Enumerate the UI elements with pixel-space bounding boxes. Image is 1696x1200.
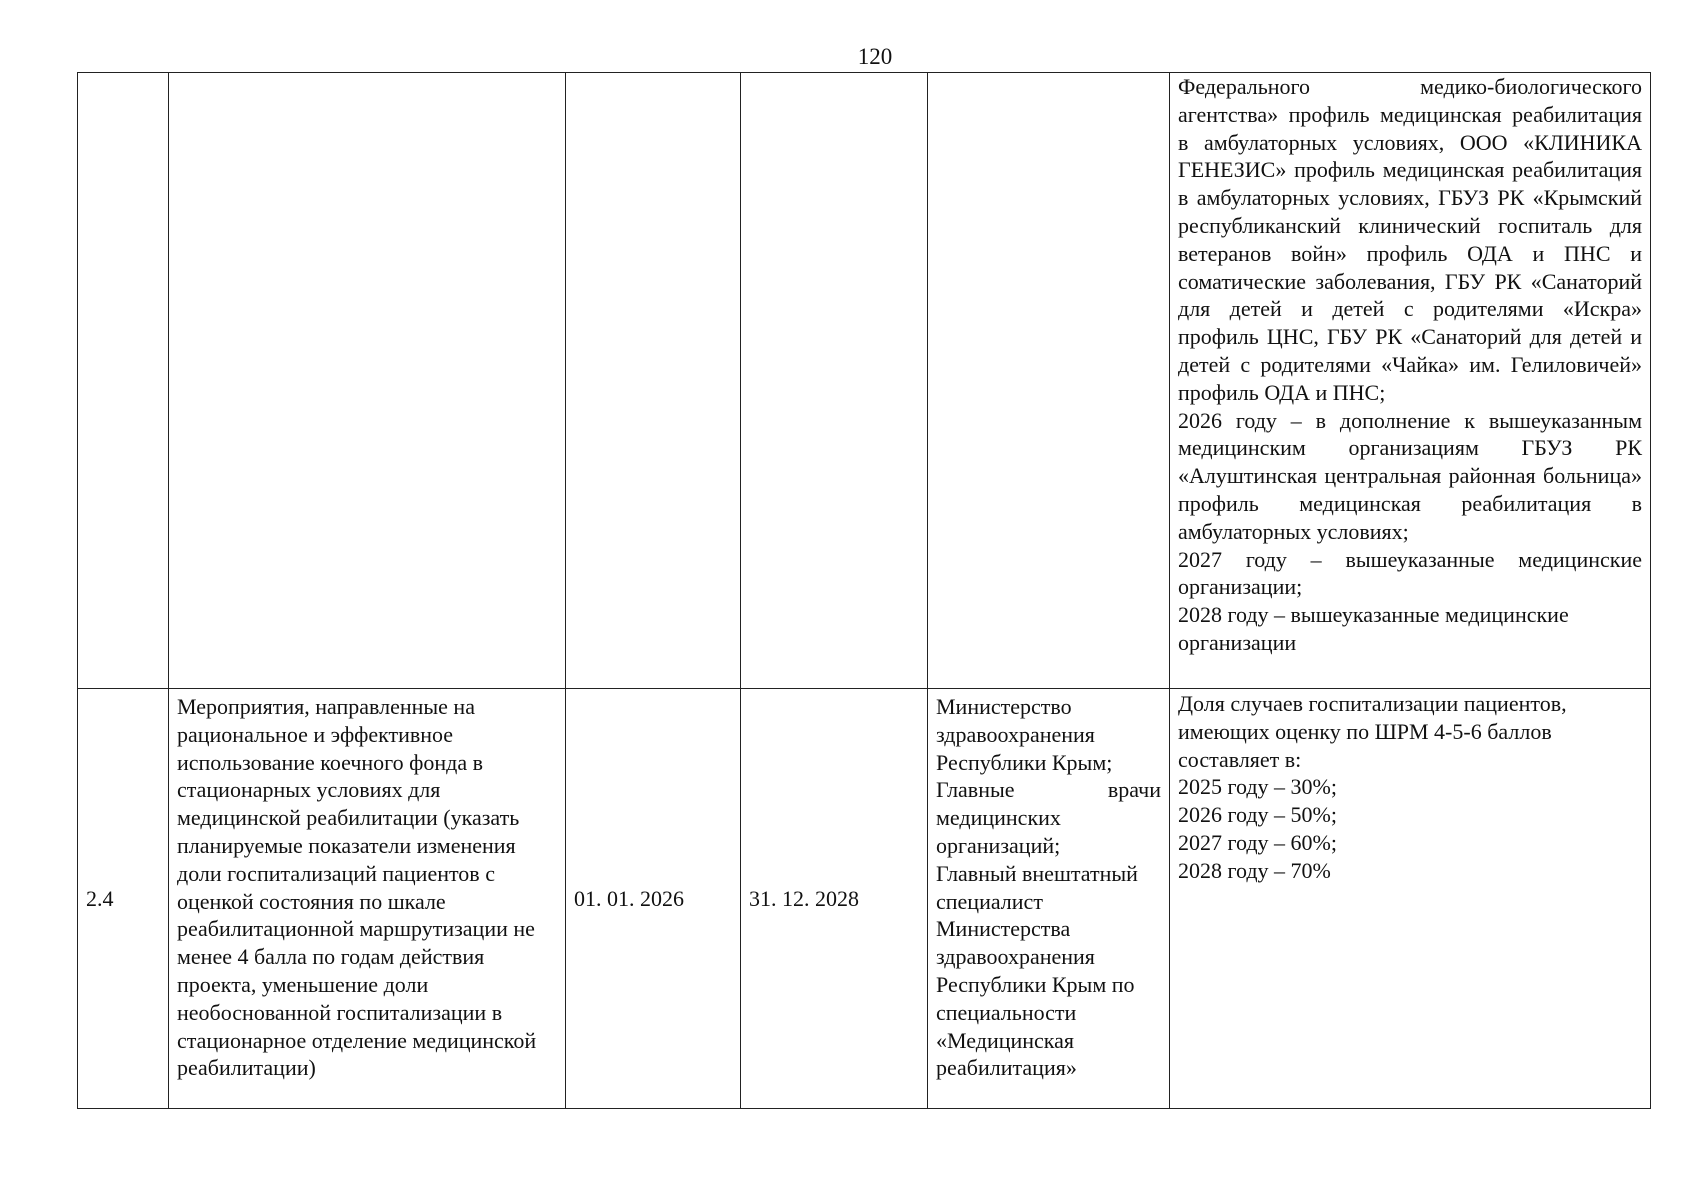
plan-table [77,72,1651,1109]
table-row [78,73,1651,689]
result-intro: Доля случаев госпитализации пациентов, имеющих оценку по ШРМ 4-5-6 баллов составляет в: [1178,691,1567,772]
result-year-2026: 2026 году – 50%; [1178,802,1337,828]
table-row [78,689,1651,1109]
responsible-chief-specialist: Главный внештатный специалист Министерства здравоохранения Республики Крым по специальности «Медицинская реабилитация» [936,860,1138,1081]
cell-start-date: 01. 01. 2026 [566,689,741,1109]
cell-responsible [928,73,1170,689]
cell-activity: Мероприятия, направленные на рациональное и эффективное использование коечного фонда в стационарных условиях для медицинской реабилитации (указать планируемые показатели изменения доли госпитализаций пациентов с оценкой состояния по шкале реабилитационной маршрутизации не менее 4 балла по годам действия проекта, уменьшение доли необоснованной госпитализации в стационарное отделение медицинской реабилитации) [169,689,566,1109]
cell-result [1170,73,1651,689]
cell-end-date: 31. 12. 2028 [741,689,928,1109]
cell-num [78,73,169,689]
responsible-ministry: Министерство здравоохранения Республики Крым; [936,694,1113,775]
result-year-2027: 2027 году – 60%; [1178,829,1337,855]
result-2026-text: 2026 году – в дополнение к вышеуказанным медицинским организациям ГБУЗ РК «Алуштинская центральная районная больница» профиль медицинская реабилитация в амбулаторных условиях; [1178,407,1642,544]
result-2027-text: 2027 году – вышеуказанные медицинские организации; [1178,546,1642,600]
result-year-2025: 2025 году – 30%; [1178,774,1337,800]
cell-result [1170,689,1651,1109]
cell-start-date [566,73,741,689]
cell-activity [169,73,566,689]
cell-num: 2.4 [78,689,169,1109]
cell-end-date [741,73,928,689]
result-2028-text: 2028 году – вышеуказанные медицинские организации [1178,602,1569,655]
page-number: 120 [857,44,893,69]
cell-responsible [928,689,1170,1109]
result-organizations-text: Федерального медико-биологического агентства» профиль медицинская реабилитация в амбулаторных условиях, ООО «КЛИНИКА ГЕНЕЗИС» профиль медицинская реабилитация в амбулаторных условиях, ГБУЗ РК «Крымский республиканский клинический госпиталь для ветеранов войн» профиль ОДА и ПНС и соматические заболевания, ГБУ РК «Санаторий для детей и детей с родителями «Искра» профиль ЦНС, ГБУ РК «Санаторий для детей и детей с родителями «Чайка» им. Гелиловичей» профиль ОДА и ПНС; [1178,74,1642,405]
responsible-chief-doctors: Главные врачи медицинских организаций; [936,777,1161,858]
result-year-2028: 2028 году – 70% [1178,857,1331,883]
